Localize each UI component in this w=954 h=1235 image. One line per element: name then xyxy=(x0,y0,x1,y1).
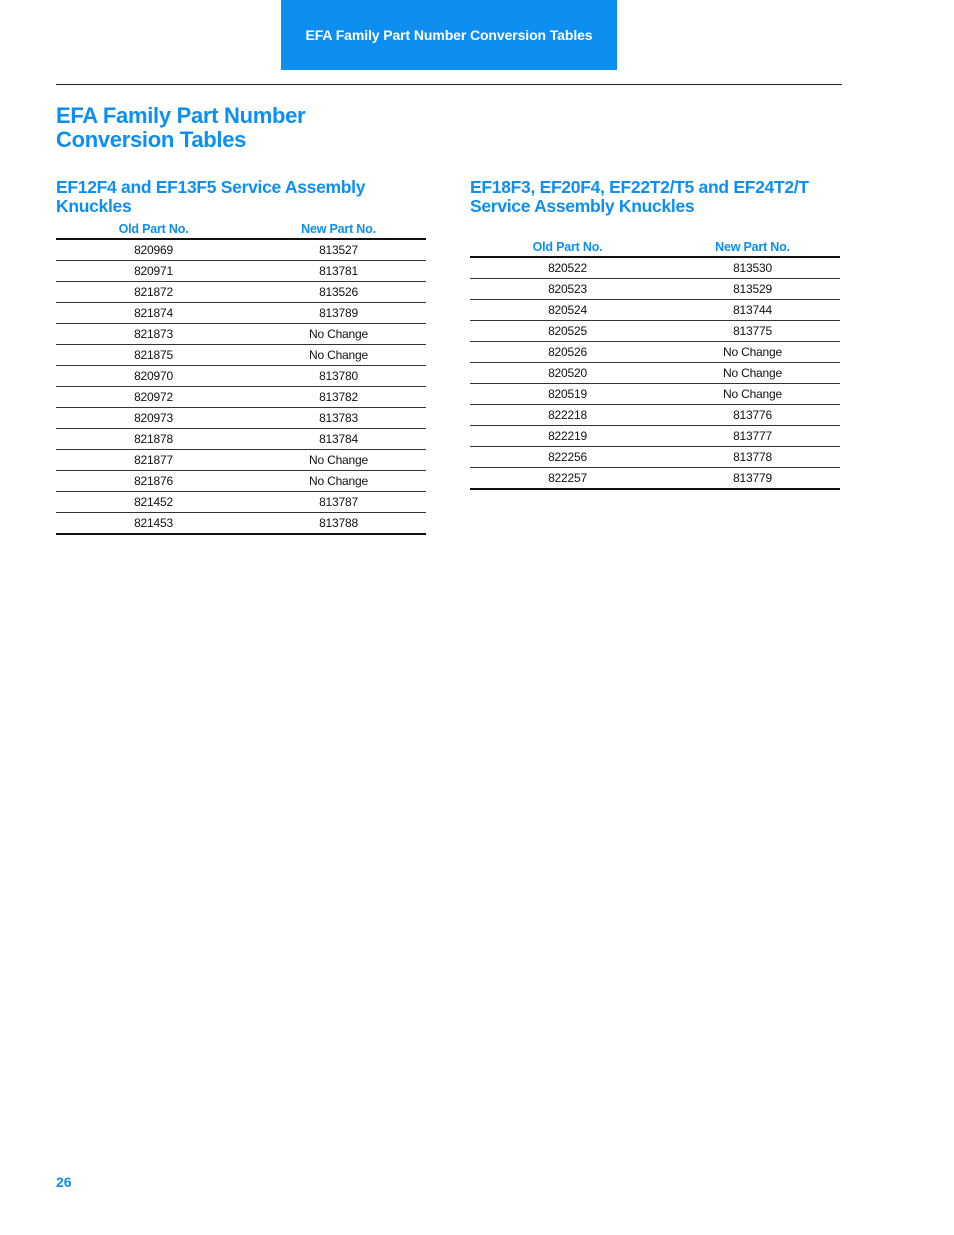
old-part-cell: 822257 xyxy=(470,468,665,490)
section-title: EF12F4 and EF13F5 Service Assembly Knuckles xyxy=(56,177,366,216)
old-part-cell: 821872 xyxy=(56,282,251,303)
table-row xyxy=(470,363,840,384)
old-part-cell: 821877 xyxy=(56,450,251,471)
table-row xyxy=(470,447,840,468)
new-part-cell: 813776 xyxy=(665,405,840,426)
old-part-cell: 820970 xyxy=(56,366,251,387)
new-part-cell: No Change xyxy=(251,324,426,345)
page-number: 26 xyxy=(56,1174,72,1190)
new-part-cell: 813529 xyxy=(665,279,840,300)
new-part-cell: 813788 xyxy=(251,513,426,535)
table-row xyxy=(470,384,840,405)
table-row xyxy=(56,366,426,387)
old-part-cell: 822256 xyxy=(470,447,665,468)
new-part-cell: No Change xyxy=(251,450,426,471)
header-tab xyxy=(281,0,617,70)
table-row xyxy=(56,492,426,513)
new-part-cell: 813778 xyxy=(665,447,840,468)
new-part-cell: 813526 xyxy=(251,282,426,303)
new-part-cell: 813787 xyxy=(251,492,426,513)
table-header-row xyxy=(56,216,426,239)
table-row xyxy=(470,405,840,426)
table-row xyxy=(56,387,426,408)
conversion-table xyxy=(470,234,840,490)
old-part-cell: 821878 xyxy=(56,429,251,450)
old-part-cell: 820969 xyxy=(56,239,251,261)
header-divider xyxy=(56,84,842,85)
new-part-cell: No Change xyxy=(665,342,840,363)
table-row xyxy=(470,321,840,342)
new-part-cell: 813782 xyxy=(251,387,426,408)
column-header-new-part: New Part No. xyxy=(251,216,426,239)
new-part-cell: No Change xyxy=(665,363,840,384)
new-part-cell: No Change xyxy=(251,471,426,492)
page-title: EFA Family Part Number Conversion Tables xyxy=(56,103,306,152)
old-part-cell: 822219 xyxy=(470,426,665,447)
conversion-section-1 xyxy=(56,176,426,535)
new-part-cell: 813779 xyxy=(665,468,840,490)
old-part-cell: 821452 xyxy=(56,492,251,513)
table-row xyxy=(56,429,426,450)
conversion-section-2 xyxy=(470,176,840,490)
new-part-cell: 813789 xyxy=(251,303,426,324)
old-part-cell: 820524 xyxy=(470,300,665,321)
old-part-cell: 820519 xyxy=(470,384,665,405)
table-row xyxy=(470,257,840,279)
table-row xyxy=(56,345,426,366)
old-part-cell: 820971 xyxy=(56,261,251,282)
old-part-cell: 822218 xyxy=(470,405,665,426)
new-part-cell: 813744 xyxy=(665,300,840,321)
table-row xyxy=(56,324,426,345)
old-part-cell: 820522 xyxy=(470,257,665,279)
new-part-cell: 813530 xyxy=(665,257,840,279)
old-part-cell: 820525 xyxy=(470,321,665,342)
column-header-new-part: New Part No. xyxy=(665,234,840,257)
old-part-cell: 821875 xyxy=(56,345,251,366)
table-row xyxy=(56,408,426,429)
old-part-cell: 820973 xyxy=(56,408,251,429)
new-part-cell: 813777 xyxy=(665,426,840,447)
table-header-row xyxy=(470,234,840,257)
table-row xyxy=(56,261,426,282)
table-row xyxy=(470,300,840,321)
old-part-cell: 820972 xyxy=(56,387,251,408)
table-row xyxy=(56,450,426,471)
new-part-cell: 813781 xyxy=(251,261,426,282)
table-body xyxy=(56,239,426,534)
new-part-cell: 813780 xyxy=(251,366,426,387)
table-row xyxy=(470,468,840,490)
old-part-cell: 821874 xyxy=(56,303,251,324)
old-part-cell: 820520 xyxy=(470,363,665,384)
new-part-cell: No Change xyxy=(665,384,840,405)
new-part-cell: No Change xyxy=(251,345,426,366)
table-row xyxy=(56,471,426,492)
old-part-cell: 820523 xyxy=(470,279,665,300)
old-part-cell: 821453 xyxy=(56,513,251,535)
table-row xyxy=(470,426,840,447)
new-part-cell: 813784 xyxy=(251,429,426,450)
section-title: EF18F3, EF20F4, EF22T2/T5 and EF24T2/T Service Assembly Knuckles xyxy=(470,177,809,216)
header-tab-label: EFA Family Part Number Conversion Tables xyxy=(305,27,593,43)
new-part-cell: 813775 xyxy=(665,321,840,342)
old-part-cell: 821873 xyxy=(56,324,251,345)
table-row xyxy=(56,513,426,535)
conversion-table xyxy=(56,216,426,535)
old-part-cell: 821876 xyxy=(56,471,251,492)
new-part-cell: 813783 xyxy=(251,408,426,429)
column-header-old-part: Old Part No. xyxy=(470,234,665,257)
column-header-old-part: Old Part No. xyxy=(56,216,251,239)
table-row xyxy=(56,239,426,261)
new-part-cell: 813527 xyxy=(251,239,426,261)
table-row xyxy=(470,342,840,363)
table-row xyxy=(470,279,840,300)
table-row xyxy=(56,303,426,324)
old-part-cell: 820526 xyxy=(470,342,665,363)
table-body xyxy=(470,257,840,489)
table-row xyxy=(56,282,426,303)
